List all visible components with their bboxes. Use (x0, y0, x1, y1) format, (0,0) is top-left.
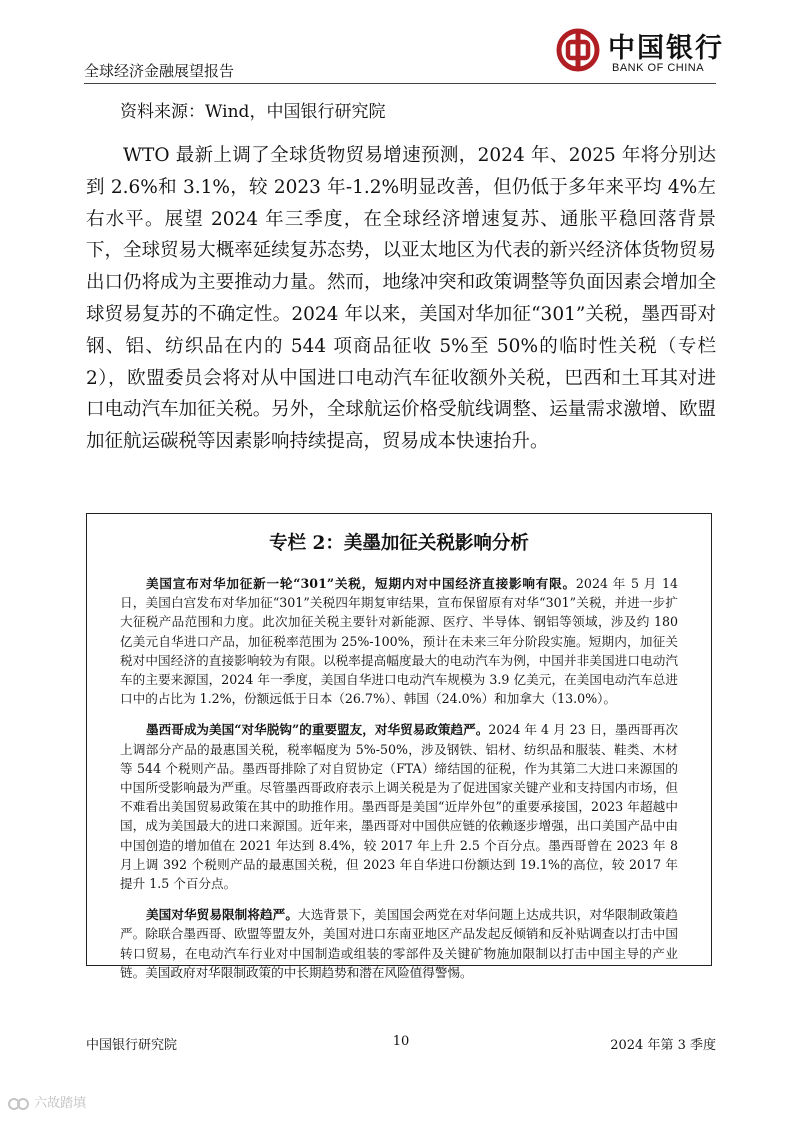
box-paragraph-lead: 墨西哥成为美国“对华脱钩”的重要盟友，对华贸易政策趋严。 (146, 722, 489, 738)
column-box (86, 513, 712, 980)
box-paragraph (120, 905, 678, 982)
logo-text-en: BANK OF CHINA (612, 62, 705, 74)
page-number: 10 (392, 1034, 410, 1049)
box-paragraph-lead: 美国宣布对华加征新一轮“301”关税，短期内对中国经济直接影响有限。 (146, 576, 576, 591)
bank-emblem-icon (556, 28, 600, 72)
box-paragraph (120, 574, 678, 708)
watermark (8, 1092, 86, 1113)
report-title: 全球经济金融展望报告 (84, 62, 235, 80)
body-paragraph: WTO 最新上调了全球货物贸易增速预测，2024 年、2025 年将分别达到 2.6%和 3.1%，较 2023 年-1.2%明显改善，但仍低于多年来平均 4%左右水平。展望 2024 年三季度，在全球经济增速复苏、通胀平稳回落背景下，全球贸易大概率延续复苏态势，以亚太地区为代表的新兴经济体货物贸易出口仍将成为主要推动力量。然而，地缘冲突和政策调整等负面因素会增加全球贸易复苏的不确定性。2024 年以来，美国对华加征“301”关税，墨西哥对钢、铝、纺织品在内的 544 项商品征收 5%至 50%的临时性关税（专栏 2），欧盟委员会将对从中国进口电动汽车征收额外关税，巴西和土耳其对进口电动汽车加征关税。另外，全球航运价格受航线调整、运量需求激增、欧盟加征航运碳税等因素影响持续提高，贸易成本快速抬升。 (86, 145, 716, 453)
source-note: 资料来源：Wind，中国银行研究院 (120, 102, 386, 122)
box-paragraph-text: 2024 年 4 月 23 日，墨西哥再次上调部分产品的最惠国关税，税率幅度为 5%-50%，涉及钢铁、铝材、纺织品和服装、鞋类、木材等 544 个税则产品。墨西哥排除了对自贸协定（FTA）缔结国的征税，作为其第二大进口来源国的中国所受影响最为严重。尽管墨西哥政府表示上调关税是为了促进国家关键产业和支持国内市场，但不难看出美国贸易政策在其中的助推作用。墨西哥是美国“近岸外包”的重要承接国，2023 年超越中国，成为美国最大的进口来源国。近年来，墨西哥对中国供应链的依赖逐步增强，出口美国产品中由中国创造的增加值在 2021 年达到 8.4%，较 2017 年上升 2.5 个百分点。墨西哥曾在 2023 年 8 月上调 392 个税则产品的最惠国关税，但 2023 年自华进口份额达到 19.1%的高位，较 2017 年提升 1.5 个百分点。 (120, 722, 678, 892)
column-box-body (120, 574, 678, 994)
logo-text-cn: 中国银行 (608, 33, 724, 64)
box-paragraph (120, 720, 678, 893)
bank-of-china-logo (556, 24, 724, 80)
box-paragraph-text: 2024 年 5 月 14 日，美国白宫发布对华加征“301”关税四年期复审结果，宣布保留原有对华“301”关税，并进一步扩大征税产品范围和力度。此次加征关税主要针对新能源、医疗、半导体、钢铝等领域，涉及约 180 亿美元自华进口产品，加征税率范围为 25%-100%，预计在未来三年分阶段实施。短期内，加征关税对中国经济的直接影响较为有限。以税率提高幅度最大的电动汽车为例，中国并非美国进口电动汽车的主要来源国，2024 年一季度，美国自华进口电动汽车规模为 3.9 亿美元，在美国电动汽车总进口中的占比为 1.2%，份额远低于日本（26.7%）、韩国（24.0%）和加拿大（13.0%）。 (120, 576, 678, 707)
footer-period: 2024 年第 3 季度 (610, 1038, 716, 1053)
box-paragraph-lead: 美国对华贸易限制将趋严。 (146, 907, 299, 923)
footer-org: 中国银行研究院 (86, 1038, 178, 1053)
column-box-title: 专栏 2：美墨加征关税影响分析 (269, 533, 529, 554)
watermark-logo-icon (8, 1095, 30, 1113)
box-paragraph-text: 大选背景下，美国国会两党在对华问题上达成共识，对华限制政策趋严。除联合墨西哥、欧盟等盟友外，美国对进口东南亚地区产品发起反倾销和反补贴调查以打击中国转口贸易，在电动汽车行业对中国制造或组装的零部件及关键矿物施加限制以打击中国主导的产业链。美国政府对华限制政策的中长期趋势和潜在风险值得警惕。 (120, 907, 679, 980)
header-divider (84, 83, 716, 84)
watermark-text: 六故踏填 (34, 1096, 87, 1111)
